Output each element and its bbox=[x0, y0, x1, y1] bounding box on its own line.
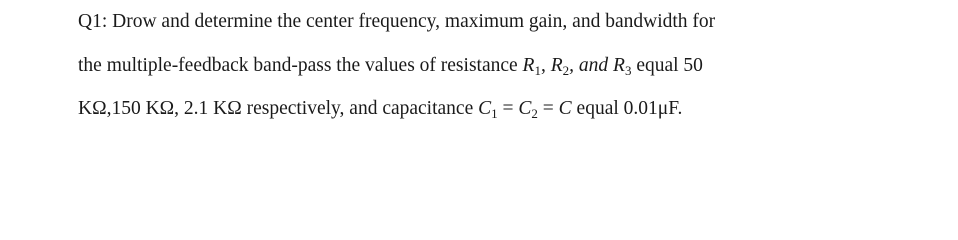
capacitance-variable: C bbox=[558, 98, 572, 119]
question-line-2 bbox=[78, 54, 703, 78]
separator-comma: , bbox=[540, 55, 551, 76]
resistor-r2-symbol: R bbox=[550, 55, 563, 76]
equals-sign: = bbox=[537, 98, 559, 119]
line-3-suffix: equal 0.01μF. bbox=[571, 98, 683, 119]
resistor-r3-subscript: 3 bbox=[624, 63, 632, 78]
equals-sign: = bbox=[497, 98, 519, 119]
resistor-r1-subscript: 1 bbox=[534, 63, 541, 78]
question-line-1: Q1: Drow and determine the center frequency, maximum gain, and bandwidth for bbox=[78, 11, 716, 32]
line-3-prefix: KΩ,150 KΩ, 2.1 KΩ respectively, and capacitance bbox=[78, 98, 479, 119]
resistor-r3-symbol: R bbox=[613, 55, 625, 76]
question-line-3 bbox=[78, 97, 682, 121]
conjunction-and: , and bbox=[569, 55, 614, 76]
line-2-suffix: equal 50 bbox=[631, 55, 703, 76]
capacitor-c1-subscript: 1 bbox=[491, 106, 498, 121]
resistor-r2-subscript: 2 bbox=[562, 63, 570, 78]
capacitor-c1-symbol: C bbox=[478, 98, 492, 119]
resistor-r1-symbol: R bbox=[522, 55, 535, 76]
capacitor-c2-subscript: 2 bbox=[531, 106, 538, 121]
line-2-prefix: the multiple-feedback band-pass the values of resistance bbox=[78, 55, 523, 76]
capacitor-c2-symbol: C bbox=[518, 98, 532, 119]
